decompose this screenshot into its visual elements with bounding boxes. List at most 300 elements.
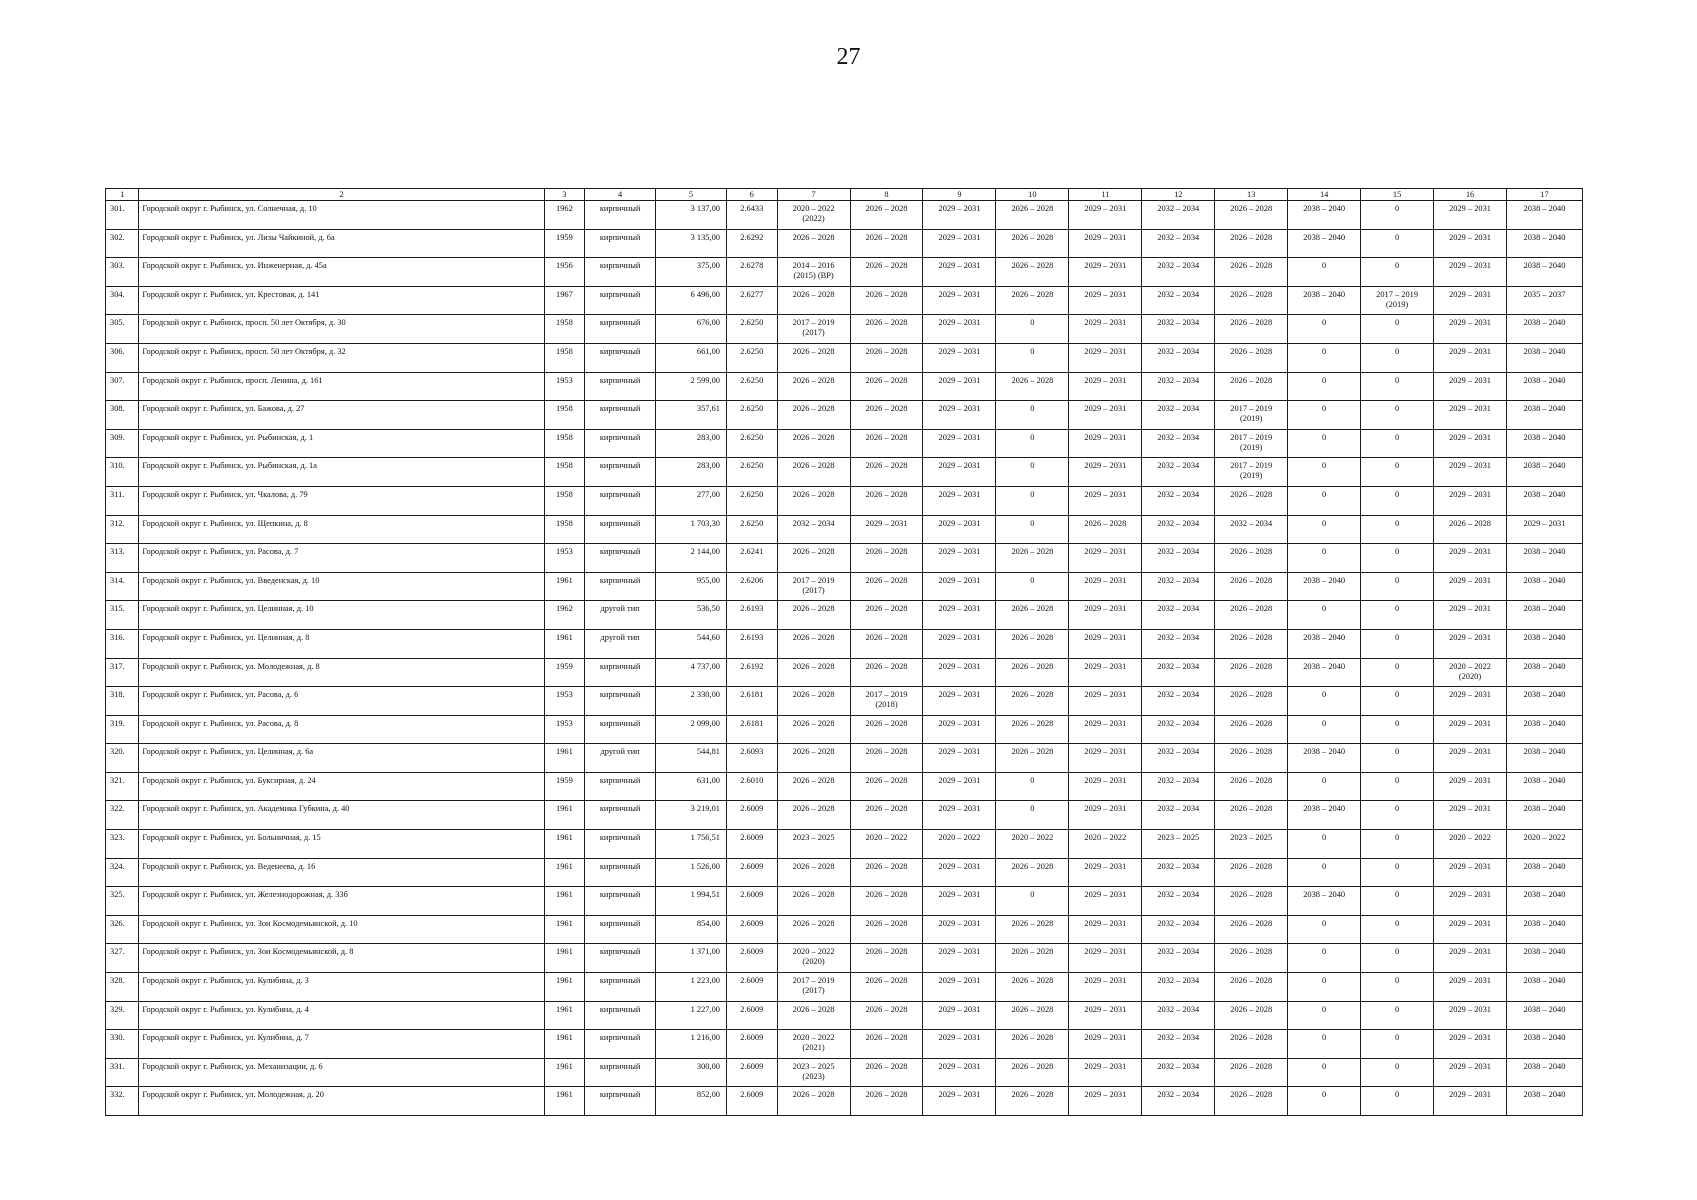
period-col11-cell: 2029 – 2031 [1069,258,1142,287]
period-col13-cell: 2026 – 2028 [1215,229,1288,258]
period-col17-cell: 2038 – 2040 [1506,1087,1582,1116]
period-col13-cell: 2026 – 2028 [1215,1001,1288,1030]
period-col7-cell: 2026 – 2028 [777,343,850,372]
period-col14-cell: 0 [1288,315,1361,344]
period-col14-cell: 2038 – 2040 [1288,229,1361,258]
period-col16-cell: 2029 – 2031 [1434,201,1507,230]
period-col16-cell: 2029 – 2031 [1434,486,1507,515]
period-col15-cell: 0 [1361,830,1434,859]
period-col14-cell: 0 [1288,258,1361,287]
period-col13-cell: 2017 – 2019 (2019) [1215,401,1288,430]
build-year-cell: 1961 [544,973,585,1002]
period-col17-cell: 2038 – 2040 [1506,572,1582,601]
column-header-2: 2 [139,189,544,201]
period-col15-cell: 0 [1361,744,1434,773]
table-row [106,915,1583,944]
period-col13-cell: 2026 – 2028 [1215,658,1288,687]
row-number-cell: 309. [106,429,139,458]
period-col14-cell: 0 [1288,372,1361,401]
period-col15-cell: 0 [1361,887,1434,916]
period-col9-cell: 2029 – 2031 [923,744,996,773]
period-col14-cell: 0 [1288,687,1361,716]
build-year-cell: 1958 [544,315,585,344]
period-col8-cell: 2026 – 2028 [850,343,923,372]
period-col9-cell: 2029 – 2031 [923,858,996,887]
area-cell: 661,00 [656,343,727,372]
period-col10-cell: 0 [996,515,1069,544]
period-col13-cell: 2026 – 2028 [1215,1058,1288,1087]
period-col10-cell: 2026 – 2028 [996,658,1069,687]
period-col11-cell: 2029 – 2031 [1069,1030,1142,1059]
row-number-cell: 319. [106,715,139,744]
period-col15-cell: 0 [1361,687,1434,716]
table-row [106,858,1583,887]
period-col10-cell: 0 [996,486,1069,515]
row-number-cell: 313. [106,544,139,573]
period-col12-cell: 2032 – 2034 [1142,772,1215,801]
period-col7-cell: 2020 – 2022 (2021) [777,1030,850,1059]
period-col8-cell: 2026 – 2028 [850,229,923,258]
coefficient-cell: 2.6241 [726,544,777,573]
period-col12-cell: 2032 – 2034 [1142,515,1215,544]
period-col10-cell: 2026 – 2028 [996,286,1069,315]
column-header-5: 5 [656,189,727,201]
period-col13-cell: 2026 – 2028 [1215,372,1288,401]
period-col16-cell: 2029 – 2031 [1434,343,1507,372]
address-cell: Городской округ г. Рыбинск, просп. 50 лет Октября, д. 30 [139,315,544,344]
build-year-cell: 1956 [544,258,585,287]
coefficient-cell: 2.6250 [726,372,777,401]
address-cell: Городской округ г. Рыбинск, ул. Зои Космодемьянской, д. 8 [139,944,544,973]
period-col13-cell: 2026 – 2028 [1215,629,1288,658]
wall-material-cell: кирпичный [585,801,656,830]
column-header-15: 15 [1361,189,1434,201]
period-col7-cell: 2026 – 2028 [777,544,850,573]
period-col10-cell: 0 [996,458,1069,487]
build-year-cell: 1961 [544,1058,585,1087]
column-header-9: 9 [923,189,996,201]
address-cell: Городской округ г. Рыбинск, ул. Кулибина, д. 4 [139,1001,544,1030]
table-row [106,715,1583,744]
housing-schedule-table [105,188,1583,1116]
address-cell: Городской округ г. Рыбинск, просп. 50 лет Октября, д. 32 [139,343,544,372]
housing-table-container [105,188,1583,1116]
period-col11-cell: 2029 – 2031 [1069,201,1142,230]
period-col13-cell: 2026 – 2028 [1215,1030,1288,1059]
period-col12-cell: 2032 – 2034 [1142,801,1215,830]
row-number-cell: 330. [106,1030,139,1059]
period-col8-cell: 2026 – 2028 [850,801,923,830]
row-number-cell: 318. [106,687,139,716]
column-header-17: 17 [1506,189,1582,201]
area-cell: 1 216,00 [656,1030,727,1059]
address-cell: Городской округ г. Рыбинск, ул. Академика Губкина, д. 40 [139,801,544,830]
coefficient-cell: 2.6009 [726,887,777,916]
period-col17-cell: 2038 – 2040 [1506,229,1582,258]
row-number-cell: 321. [106,772,139,801]
period-col8-cell: 2026 – 2028 [850,601,923,630]
period-col17-cell: 2038 – 2040 [1506,973,1582,1002]
period-col16-cell: 2029 – 2031 [1434,887,1507,916]
period-col7-cell: 2026 – 2028 [777,486,850,515]
period-col16-cell: 2029 – 2031 [1434,458,1507,487]
period-col14-cell: 2038 – 2040 [1288,201,1361,230]
area-cell: 631,00 [656,772,727,801]
period-col9-cell: 2020 – 2022 [923,830,996,859]
build-year-cell: 1961 [544,744,585,773]
address-cell: Городской округ г. Рыбинск, просп. Ленина, д. 161 [139,372,544,401]
row-number-cell: 310. [106,458,139,487]
period-col10-cell: 0 [996,401,1069,430]
period-col8-cell: 2020 – 2022 [850,830,923,859]
period-col7-cell: 2026 – 2028 [777,286,850,315]
period-col10-cell: 0 [996,801,1069,830]
period-col8-cell: 2017 – 2019 (2018) [850,687,923,716]
period-col11-cell: 2029 – 2031 [1069,801,1142,830]
address-cell: Городской округ г. Рыбинск, ул. Буксирная, д. 24 [139,772,544,801]
address-cell: Городской округ г. Рыбинск, ул. Расова, д. 7 [139,544,544,573]
area-cell: 3 219,01 [656,801,727,830]
period-col15-cell: 0 [1361,315,1434,344]
period-col16-cell: 2026 – 2028 [1434,515,1507,544]
period-col11-cell: 2029 – 2031 [1069,401,1142,430]
period-col13-cell: 2026 – 2028 [1215,944,1288,973]
period-col16-cell: 2029 – 2031 [1434,601,1507,630]
period-col15-cell: 0 [1361,1058,1434,1087]
period-col9-cell: 2029 – 2031 [923,401,996,430]
period-col8-cell: 2026 – 2028 [850,458,923,487]
period-col14-cell: 0 [1288,944,1361,973]
table-row [106,401,1583,430]
period-col17-cell: 2038 – 2040 [1506,658,1582,687]
period-col11-cell: 2029 – 2031 [1069,1058,1142,1087]
period-col9-cell: 2029 – 2031 [923,801,996,830]
address-cell: Городской округ г. Рыбинск, ул. Расова, д. 6 [139,687,544,716]
period-col14-cell: 0 [1288,1001,1361,1030]
area-cell: 6 496,00 [656,286,727,315]
area-cell: 2 099,00 [656,715,727,744]
coefficient-cell: 2.6193 [726,629,777,658]
wall-material-cell: кирпичный [585,772,656,801]
wall-material-cell: кирпичный [585,429,656,458]
period-col15-cell: 0 [1361,801,1434,830]
period-col8-cell: 2029 – 2031 [850,515,923,544]
period-col14-cell: 2038 – 2040 [1288,887,1361,916]
period-col9-cell: 2029 – 2031 [923,201,996,230]
period-col14-cell: 0 [1288,1030,1361,1059]
address-cell: Городской округ г. Рыбинск, ул. Механизации, д. 6 [139,1058,544,1087]
period-col13-cell: 2026 – 2028 [1215,572,1288,601]
period-col16-cell: 2029 – 2031 [1434,372,1507,401]
period-col11-cell: 2029 – 2031 [1069,315,1142,344]
wall-material-cell: кирпичный [585,915,656,944]
coefficient-cell: 2.6250 [726,515,777,544]
period-col11-cell: 2029 – 2031 [1069,458,1142,487]
period-col11-cell: 2029 – 2031 [1069,486,1142,515]
build-year-cell: 1958 [544,458,585,487]
coefficient-cell: 2.6250 [726,401,777,430]
period-col11-cell: 2029 – 2031 [1069,372,1142,401]
coefficient-cell: 2.6009 [726,973,777,1002]
build-year-cell: 1959 [544,658,585,687]
table-row [106,343,1583,372]
row-number-cell: 316. [106,629,139,658]
period-col16-cell: 2029 – 2031 [1434,973,1507,1002]
period-col13-cell: 2017 – 2019 (2019) [1215,429,1288,458]
period-col13-cell: 2026 – 2028 [1215,1087,1288,1116]
period-col14-cell: 2038 – 2040 [1288,658,1361,687]
period-col12-cell: 2032 – 2034 [1142,315,1215,344]
period-col14-cell: 0 [1288,401,1361,430]
column-header-1: 1 [106,189,139,201]
period-col7-cell: 2026 – 2028 [777,429,850,458]
period-col13-cell: 2026 – 2028 [1215,258,1288,287]
period-col9-cell: 2029 – 2031 [923,915,996,944]
period-col10-cell: 2026 – 2028 [996,973,1069,1002]
address-cell: Городской округ г. Рыбинск, ул. Бажова, д. 27 [139,401,544,430]
period-col16-cell: 2029 – 2031 [1434,944,1507,973]
area-cell: 2 144,00 [656,544,727,573]
period-col10-cell: 2026 – 2028 [996,1030,1069,1059]
row-number-cell: 308. [106,401,139,430]
area-cell: 1 703,30 [656,515,727,544]
period-col12-cell: 2032 – 2034 [1142,429,1215,458]
wall-material-cell: кирпичный [585,1087,656,1116]
row-number-cell: 305. [106,315,139,344]
period-col17-cell: 2038 – 2040 [1506,801,1582,830]
table-row [106,515,1583,544]
period-col12-cell: 2032 – 2034 [1142,401,1215,430]
wall-material-cell: кирпичный [585,315,656,344]
period-col13-cell: 2026 – 2028 [1215,201,1288,230]
period-col10-cell: 2026 – 2028 [996,744,1069,773]
period-col10-cell: 2026 – 2028 [996,372,1069,401]
coefficient-cell: 2.6009 [726,858,777,887]
build-year-cell: 1961 [544,801,585,830]
period-col12-cell: 2032 – 2034 [1142,629,1215,658]
table-row [106,458,1583,487]
coefficient-cell: 2.6009 [726,1087,777,1116]
period-col12-cell: 2032 – 2034 [1142,858,1215,887]
coefficient-cell: 2.6009 [726,801,777,830]
period-col8-cell: 2026 – 2028 [850,486,923,515]
period-col11-cell: 2020 – 2022 [1069,830,1142,859]
period-col12-cell: 2032 – 2034 [1142,1087,1215,1116]
period-col14-cell: 0 [1288,830,1361,859]
period-col10-cell: 2026 – 2028 [996,629,1069,658]
period-col12-cell: 2032 – 2034 [1142,887,1215,916]
row-number-cell: 307. [106,372,139,401]
period-col8-cell: 2026 – 2028 [850,315,923,344]
period-col9-cell: 2029 – 2031 [923,258,996,287]
period-col9-cell: 2029 – 2031 [923,286,996,315]
address-cell: Городской округ г. Рыбинск, ул. Целинная, д. 10 [139,601,544,630]
address-cell: Городской округ г. Рыбинск, ул. Инженерная, д. 45а [139,258,544,287]
period-col16-cell: 2020 – 2022 (2020) [1434,658,1507,687]
coefficient-cell: 2.6250 [726,429,777,458]
wall-material-cell: кирпичный [585,372,656,401]
address-cell: Городской округ г. Рыбинск, ул. Зои Космодемьянской, д. 10 [139,915,544,944]
period-col12-cell: 2032 – 2034 [1142,1001,1215,1030]
row-number-cell: 317. [106,658,139,687]
wall-material-cell: другой тип [585,601,656,630]
table-row [106,744,1583,773]
period-col15-cell: 0 [1361,629,1434,658]
period-col14-cell: 0 [1288,1087,1361,1116]
wall-material-cell: кирпичный [585,830,656,859]
row-number-cell: 325. [106,887,139,916]
address-cell: Городской округ г. Рыбинск, ул. Больничная, д. 15 [139,830,544,859]
period-col9-cell: 2029 – 2031 [923,343,996,372]
row-number-cell: 303. [106,258,139,287]
period-col8-cell: 2026 – 2028 [850,658,923,687]
table-row [106,944,1583,973]
period-col16-cell: 2029 – 2031 [1434,772,1507,801]
column-number-row [106,189,1583,201]
period-col15-cell: 0 [1361,715,1434,744]
row-number-cell: 302. [106,229,139,258]
table-row [106,1030,1583,1059]
period-col10-cell: 2026 – 2028 [996,687,1069,716]
period-col10-cell: 2026 – 2028 [996,229,1069,258]
period-col8-cell: 2026 – 2028 [850,744,923,773]
period-col7-cell: 2026 – 2028 [777,629,850,658]
build-year-cell: 1958 [544,515,585,544]
address-cell: Городской округ г. Рыбинск, ул. Крестовая, д. 141 [139,286,544,315]
period-col16-cell: 2029 – 2031 [1434,544,1507,573]
period-col12-cell: 2032 – 2034 [1142,343,1215,372]
address-cell: Городской округ г. Рыбинск, ул. Веденеева, д. 16 [139,858,544,887]
table-row [106,687,1583,716]
period-col17-cell: 2038 – 2040 [1506,944,1582,973]
period-col14-cell: 2038 – 2040 [1288,572,1361,601]
period-col12-cell: 2032 – 2034 [1142,486,1215,515]
period-col12-cell: 2032 – 2034 [1142,572,1215,601]
period-col9-cell: 2029 – 2031 [923,572,996,601]
period-col7-cell: 2017 – 2019 (2017) [777,572,850,601]
wall-material-cell: кирпичный [585,944,656,973]
table-row [106,1087,1583,1116]
period-col17-cell: 2038 – 2040 [1506,429,1582,458]
period-col7-cell: 2020 – 2022 (2022) [777,201,850,230]
build-year-cell: 1961 [544,629,585,658]
period-col7-cell: 2026 – 2028 [777,887,850,916]
table-row [106,258,1583,287]
period-col11-cell: 2029 – 2031 [1069,286,1142,315]
period-col9-cell: 2029 – 2031 [923,772,996,801]
period-col17-cell: 2038 – 2040 [1506,343,1582,372]
build-year-cell: 1961 [544,1087,585,1116]
period-col8-cell: 2026 – 2028 [850,858,923,887]
period-col12-cell: 2032 – 2034 [1142,258,1215,287]
area-cell: 2 330,00 [656,687,727,716]
period-col9-cell: 2029 – 2031 [923,515,996,544]
period-col9-cell: 2029 – 2031 [923,372,996,401]
area-cell: 283,00 [656,458,727,487]
period-col13-cell: 2026 – 2028 [1215,801,1288,830]
table-row [106,629,1583,658]
wall-material-cell: кирпичный [585,201,656,230]
period-col15-cell: 0 [1361,858,1434,887]
period-col8-cell: 2026 – 2028 [850,401,923,430]
period-col17-cell: 2020 – 2022 [1506,830,1582,859]
period-col8-cell: 2026 – 2028 [850,1030,923,1059]
period-col17-cell: 2038 – 2040 [1506,458,1582,487]
table-row [106,229,1583,258]
period-col8-cell: 2026 – 2028 [850,915,923,944]
table-row [106,572,1583,601]
column-header-4: 4 [585,189,656,201]
period-col10-cell: 0 [996,772,1069,801]
coefficient-cell: 2.6250 [726,315,777,344]
build-year-cell: 1958 [544,429,585,458]
area-cell: 544,81 [656,744,727,773]
period-col7-cell: 2026 – 2028 [777,372,850,401]
period-col7-cell: 2023 – 2025 [777,830,850,859]
wall-material-cell: кирпичный [585,715,656,744]
period-col9-cell: 2029 – 2031 [923,1001,996,1030]
period-col7-cell: 2026 – 2028 [777,658,850,687]
period-col13-cell: 2026 – 2028 [1215,486,1288,515]
period-col16-cell: 2029 – 2031 [1434,915,1507,944]
period-col16-cell: 2029 – 2031 [1434,229,1507,258]
period-col15-cell: 0 [1361,201,1434,230]
coefficient-cell: 2.6433 [726,201,777,230]
period-col9-cell: 2029 – 2031 [923,1058,996,1087]
wall-material-cell: кирпичный [585,1030,656,1059]
period-col8-cell: 2026 – 2028 [850,286,923,315]
period-col11-cell: 2029 – 2031 [1069,572,1142,601]
wall-material-cell: кирпичный [585,1058,656,1087]
area-cell: 1 223,00 [656,973,727,1002]
build-year-cell: 1958 [544,486,585,515]
period-col7-cell: 2017 – 2019 (2017) [777,973,850,1002]
wall-material-cell: кирпичный [585,887,656,916]
period-col15-cell: 0 [1361,458,1434,487]
period-col10-cell: 2026 – 2028 [996,601,1069,630]
period-col8-cell: 2026 – 2028 [850,201,923,230]
period-col8-cell: 2026 – 2028 [850,1087,923,1116]
period-col10-cell: 2026 – 2028 [996,858,1069,887]
coefficient-cell: 2.6278 [726,258,777,287]
wall-material-cell: кирпичный [585,401,656,430]
table-row [106,830,1583,859]
period-col7-cell: 2026 – 2028 [777,458,850,487]
period-col14-cell: 2038 – 2040 [1288,744,1361,773]
table-row [106,601,1583,630]
area-cell: 3 137,00 [656,201,727,230]
period-col11-cell: 2029 – 2031 [1069,429,1142,458]
build-year-cell: 1958 [544,343,585,372]
address-cell: Городской округ г. Рыбинск, ул. Кулибина, д. 7 [139,1030,544,1059]
period-col16-cell: 2029 – 2031 [1434,401,1507,430]
area-cell: 1 756,51 [656,830,727,859]
period-col14-cell: 0 [1288,973,1361,1002]
period-col8-cell: 2026 – 2028 [850,973,923,1002]
coefficient-cell: 2.6009 [726,915,777,944]
row-number-cell: 315. [106,601,139,630]
period-col11-cell: 2029 – 2031 [1069,887,1142,916]
period-col11-cell: 2029 – 2031 [1069,772,1142,801]
period-col9-cell: 2029 – 2031 [923,715,996,744]
wall-material-cell: кирпичный [585,687,656,716]
period-col16-cell: 2029 – 2031 [1434,715,1507,744]
period-col15-cell: 2017 – 2019 (2019) [1361,286,1434,315]
area-cell: 544,60 [656,629,727,658]
table-row [106,887,1583,916]
period-col7-cell: 2026 – 2028 [777,1001,850,1030]
address-cell: Городской округ г. Рыбинск, ул. Щепкина, д. 8 [139,515,544,544]
